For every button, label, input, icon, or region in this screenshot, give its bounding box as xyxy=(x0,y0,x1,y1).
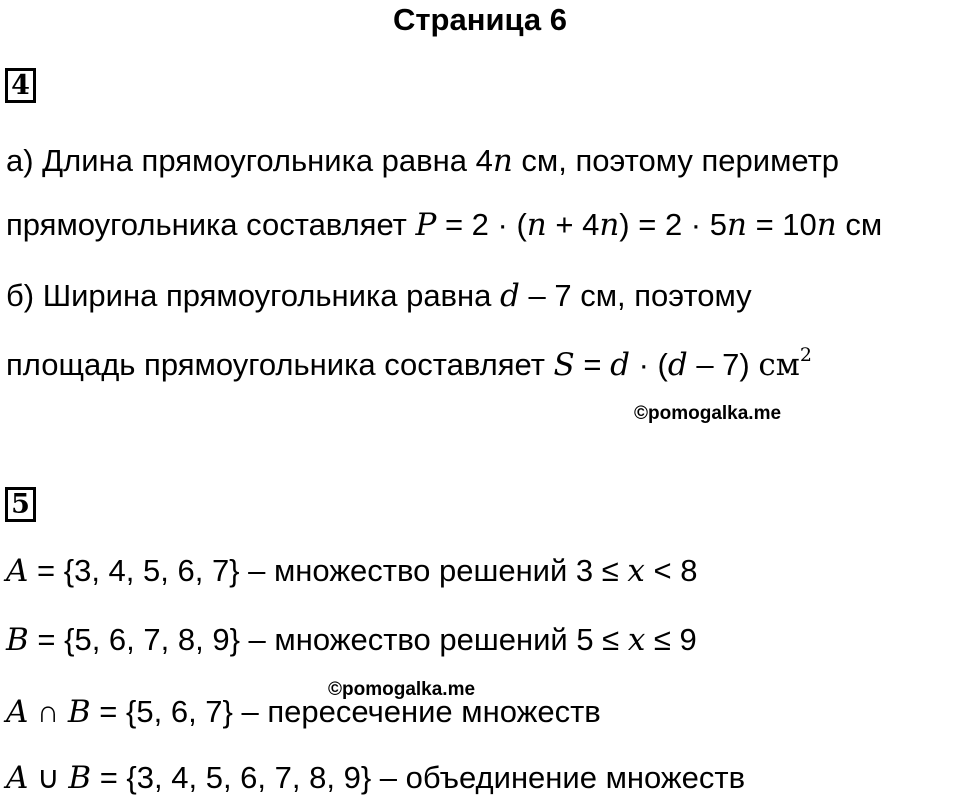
task4-a-line1 xyxy=(6,141,839,181)
text: = 2 · ( xyxy=(436,207,527,242)
set-B: B xyxy=(67,694,91,730)
set-A: A xyxy=(6,694,29,730)
var-n: n xyxy=(816,207,837,243)
var-S: S xyxy=(553,347,575,383)
text: ≤ 9 xyxy=(645,622,697,657)
text: + 4 xyxy=(546,207,600,242)
var-x: x xyxy=(627,553,645,589)
text: ) = 2 · 5 xyxy=(619,207,727,242)
var-n: n xyxy=(726,207,747,243)
unit-cm: см xyxy=(758,347,800,383)
union-symbol: ∪ xyxy=(28,760,69,795)
set-B: B xyxy=(68,760,92,796)
var-d: d xyxy=(610,347,630,383)
text: а) Длина прямоугольника равна 4 xyxy=(6,143,493,178)
text: см, поэтому периметр xyxy=(512,143,840,178)
exponent: 2 xyxy=(799,344,812,366)
task-number-4: 4 xyxy=(5,68,36,103)
var-x: x xyxy=(627,622,646,658)
set-B: B xyxy=(6,622,29,658)
text: б) Ширина прямоугольника равна xyxy=(6,278,501,313)
set-A: A xyxy=(6,760,29,796)
text: – 7 см, поэтому xyxy=(519,278,752,313)
text: = 10 xyxy=(746,207,817,242)
text: = xyxy=(574,347,611,382)
text: · ( xyxy=(629,347,668,382)
text: см xyxy=(836,207,883,242)
text: < 8 xyxy=(644,553,698,588)
task4-a-line2 xyxy=(6,205,882,245)
task5-line3 xyxy=(6,692,601,732)
var-d: d xyxy=(500,278,520,314)
text: прямоугольника составляет xyxy=(6,207,416,242)
watermark: ©pomogalka.me xyxy=(634,403,782,424)
task4-b-line2 xyxy=(6,345,812,385)
var-d: d xyxy=(667,347,688,383)
var-n: n xyxy=(492,143,513,179)
page-title: Страница 6 xyxy=(392,2,568,37)
var-n: n xyxy=(526,207,547,243)
task5-line4 xyxy=(6,758,745,798)
intersection-symbol: ∩ xyxy=(28,694,68,729)
text: = {3, 4, 5, 6, 7} – множество решений 3 ≤ xyxy=(28,553,628,588)
text: = {3, 4, 5, 6, 7, 8, 9} – объединение множеств xyxy=(91,760,746,795)
set-A: A xyxy=(6,553,29,589)
text: площадь прямоугольника составляет xyxy=(6,347,554,382)
var-n: n xyxy=(599,207,620,243)
watermark: ©pomogalka.me xyxy=(328,679,476,700)
var-P: P xyxy=(415,207,437,243)
text: – 7) xyxy=(687,347,759,382)
task4-b-line1 xyxy=(6,276,752,316)
task5-line2 xyxy=(6,620,697,660)
text: = {5, 6, 7, 8, 9} – множество решений 5 ≤ xyxy=(28,622,628,657)
task5-line1 xyxy=(6,551,697,591)
text: = {5, 6, 7} – пересечение множеств xyxy=(90,694,601,729)
task-number-5: 5 xyxy=(5,487,36,522)
